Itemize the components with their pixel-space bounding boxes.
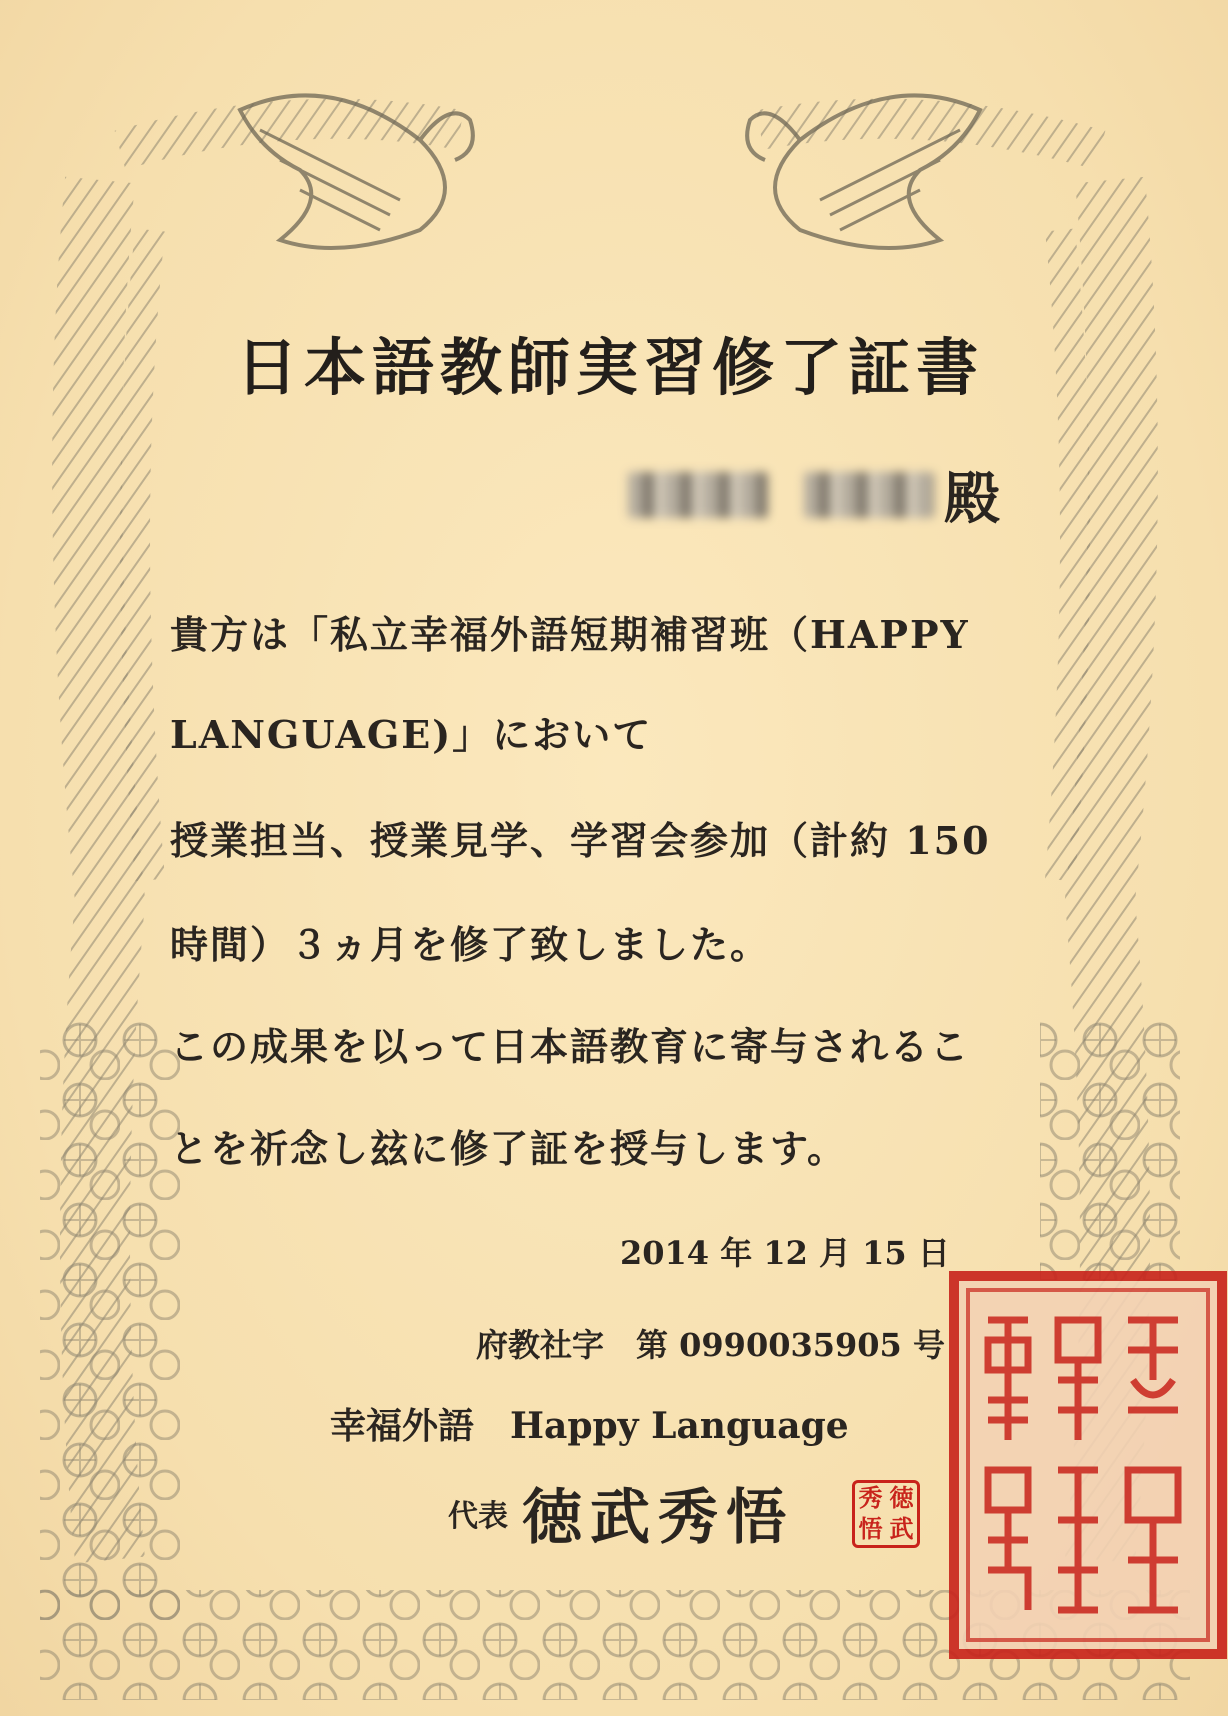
body-text-line: 時間）３ヵ月を修了致しました。: [170, 922, 771, 967]
seal-char: 悟: [858, 1514, 883, 1543]
representative-line: [448, 1470, 794, 1556]
representative-label: 代表: [448, 1499, 508, 1534]
issue-date: 2014 年 12 月 15 日: [620, 1234, 950, 1272]
body-text-line: とを祈念し玆に修了証を授与します。: [170, 1126, 847, 1171]
body-text-line: この成果を以って日本語教育に寄与されるこ: [170, 1024, 971, 1069]
certificate-title: 日本語教師実習修了証書: [235, 331, 984, 404]
registration-number: 府教社字 第 0990035905 号: [476, 1326, 945, 1364]
organization-name: 幸福外語 Happy Language: [330, 1405, 849, 1447]
official-seal-icon: [948, 1270, 1228, 1660]
seal-char: 武: [889, 1514, 914, 1543]
personal-seal-icon: [852, 1480, 920, 1548]
body-text-line: 授業担当、授業見学、学習会参加（計約 150: [170, 818, 991, 863]
redacted-given-name: [804, 472, 934, 518]
seal-char: 秀: [858, 1483, 883, 1512]
body-text-line: LANGUAGE)」において: [170, 712, 653, 757]
representative-name: 徳武秀悟: [522, 1483, 794, 1553]
body-text-line: 貴方は「私立幸福外語短期補習班（HAPPY: [170, 612, 970, 657]
honorific-suffix: 殿: [944, 467, 1000, 532]
seal-char: 徳: [889, 1483, 914, 1512]
recipient-line: [628, 460, 1000, 530]
redacted-surname: [628, 472, 768, 518]
